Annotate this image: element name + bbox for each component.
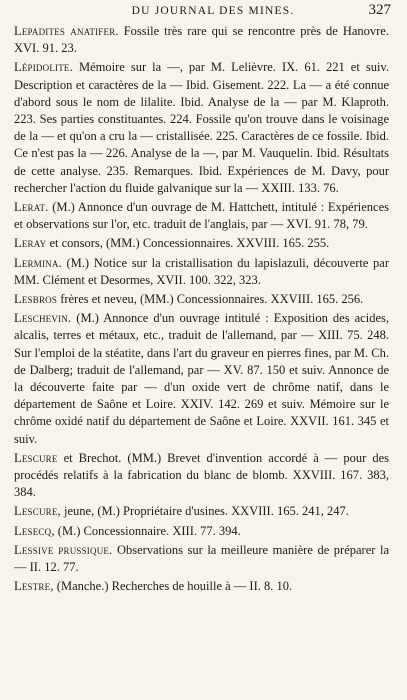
entry-headword: Lépidolite. — [14, 60, 73, 75]
page-number: 327 — [368, 2, 391, 18]
entry-text: et Brechot. (MM.) Brevet d'invention accordé à — pour des procédés relatifs à la fabrication du blanc de blomb. XXVIII. 167. 383, 384. — [14, 450, 389, 500]
entry-text: Fossile très rare qui se rencontre près de Hanovre. XVI. 91. 23. — [14, 24, 389, 56]
index-entry — [14, 310, 389, 448]
index-entries — [14, 23, 389, 598]
index-entry — [14, 235, 389, 252]
entry-text: jeune, (M.) Propriétaire d'usines. XXVIII. 165. 241, 247. — [60, 504, 349, 519]
index-entry — [14, 450, 389, 502]
entry-text: Mémoire sur la —, par M. Lelièvre. IX. 61. 221 et suiv. Description et caractères de la — Ibid. Gisement. 222. La — a été connue d'abord sous le nom de lilalite. Ibid. Analyse de la — par M. Klaproth. 223. Ses parties constituantes. 224. Fossile qu'on trouve dans le voisinage de la — et qu'on a cru la — cristallisée. 225. Caractères de ce fossile. Ibid. Ce n'est pas la — 226. Analyse de la —, par M. Vauquelin. Ibid. Résultats de cette analyse. 235. Remarques. Ibid. Expériences de M. Davy, pour rechercher l'action du fluide galvanique sur la — XXIII. 133. 76. — [14, 60, 389, 195]
index-entry — [14, 199, 389, 233]
entry-headword: Lescure — [14, 450, 58, 465]
entry-headword: Lesecq, — [14, 523, 55, 538]
entry-headword: Lessive prussique. — [14, 542, 113, 557]
index-entry — [14, 578, 389, 595]
index-entry — [14, 23, 389, 57]
running-title: DU JOURNAL DES MINES. — [131, 5, 295, 17]
entry-text: (M.) Annonce d'un ouvrage de M. Hattchett, intitulé : Expériences et observations sur l'or, etc. traduit de l'anglais, par — XVI. 91. 78, 79. — [14, 200, 389, 232]
entry-text: (M.) Annonce d'un ouvrage intitulé : Exposition des acides, alcalis, terres et métaux, etc., traduit de l'allemand, par — XIII. 75. 248. Sur l'emploi de la stéatite, dans l'art du graveur en pierres fines, par M. Ch. de Dalberg; traduit de l'allemand, par — XV. 87. 150 et suiv. Annonce de la découverte faite par — d'un oxide vert de chrôme natif, dans le département de Saône et Loire. XXIV. 142. 269 et suiv. Mémoire sur le chrôme oxidé natif du département de Saône et Loire. XXVII. 161. 345 et suiv. — [14, 311, 389, 446]
entry-headword: Leschevin. — [14, 311, 72, 326]
entry-headword: Lescure, — [14, 504, 61, 519]
index-entry — [14, 542, 389, 576]
entry-headword: Lepadites anatifer. — [14, 24, 119, 38]
entry-text: (M.) Concessionnaire. XIII. 77. 394. — [54, 523, 241, 538]
index-entry — [14, 291, 389, 308]
entry-headword: Leray — [14, 236, 47, 251]
entry-headword: Lestre, — [14, 579, 54, 594]
entry-text: (Manche.) Recherches de houille à — II. 8. 10. — [53, 579, 293, 594]
entry-headword: Lesbros — [14, 292, 58, 307]
index-entry — [14, 59, 389, 197]
index-entry — [14, 503, 389, 520]
entry-text: Observations sur la meilleure manière de préparer la — II. 12. 77. — [14, 542, 389, 575]
entry-text: (M.) Notice sur la cristallisation du lapislazuli, découverte par MM. Clément et Desormes, XVII. 100. 322, 323. — [14, 255, 389, 287]
index-entry — [14, 523, 389, 540]
entry-headword: Lermina. — [14, 255, 62, 270]
index-entry — [14, 255, 389, 289]
entry-headword: Lerat. — [14, 200, 49, 215]
entry-text: frères et neveu, (MM.) Concessionnaires. XXVIII. 165. 256. — [57, 292, 364, 307]
entry-text: et consors, (MM.) Concessionnaires. XXVIII. 165. 255. — [46, 236, 330, 251]
